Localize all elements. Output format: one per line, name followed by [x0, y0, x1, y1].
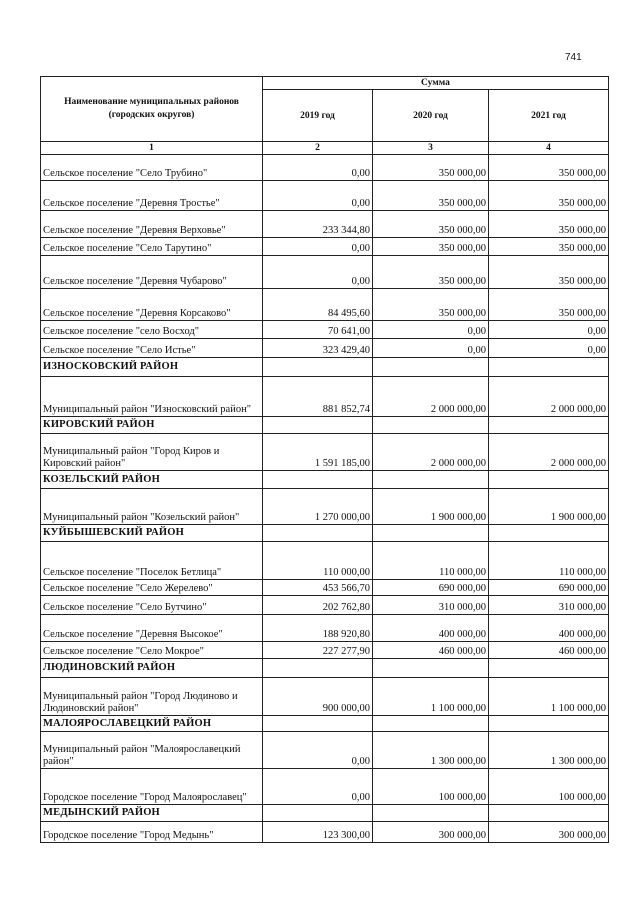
row-name-cell: Муниципальный район "Город Киров и Кировский район"	[41, 434, 263, 471]
section-row	[41, 659, 609, 678]
value-2020-cell: 310 000,00	[373, 596, 489, 615]
value-2019-cell: 227 277,90	[263, 642, 373, 659]
value-2020-cell: 350 000,00	[373, 289, 489, 321]
table-row	[41, 769, 609, 805]
value-2021-cell: 460 000,00	[489, 642, 609, 659]
value-2021-cell: 1 900 000,00	[489, 489, 609, 525]
section-row	[41, 525, 609, 542]
section-title: КУЙБЫШЕВСКИЙ РАЙОН	[41, 525, 263, 542]
row-name-cell: Сельское поселение "Деревня Корсаково"	[41, 289, 263, 321]
value-2019-cell: 0,00	[263, 256, 373, 289]
value-2020-cell: 2 000 000,00	[373, 434, 489, 471]
row-name-cell: Сельское поселение "Село Истье"	[41, 339, 263, 358]
value-2020-cell: 350 000,00	[373, 256, 489, 289]
empty-cell	[373, 716, 489, 732]
value-2021-cell: 100 000,00	[489, 769, 609, 805]
empty-cell	[263, 805, 373, 822]
row-name-cell: Сельское поселение "Деревня Высокое"	[41, 615, 263, 642]
value-2020-cell: 460 000,00	[373, 642, 489, 659]
value-2019-cell: 0,00	[263, 238, 373, 256]
value-2021-cell: 350 000,00	[489, 289, 609, 321]
value-2019-cell: 0,00	[263, 769, 373, 805]
row-name-cell: Муниципальный район "Козельский район"	[41, 489, 263, 525]
empty-cell	[263, 358, 373, 377]
empty-cell	[373, 417, 489, 434]
value-2020-cell: 0,00	[373, 339, 489, 358]
row-name-cell: Сельское поселение "Поселок Бетлица"	[41, 542, 263, 580]
table-row	[41, 289, 609, 321]
row-name-cell: Городское поселение "Город Малоярославец"	[41, 769, 263, 805]
section-title: ИЗНОСКОВСКИЙ РАЙОН	[41, 358, 263, 377]
row-name-cell: Сельское поселение "Деревня Тростье"	[41, 181, 263, 211]
value-2019-cell: 70 641,00	[263, 321, 373, 339]
table-row	[41, 181, 609, 211]
section-row	[41, 417, 609, 434]
value-2019-cell: 0,00	[263, 732, 373, 769]
value-2020-cell: 110 000,00	[373, 542, 489, 580]
value-2020-cell: 690 000,00	[373, 580, 489, 596]
value-2019-cell: 188 920,80	[263, 615, 373, 642]
section-row	[41, 471, 609, 489]
empty-cell	[489, 358, 609, 377]
value-2019-cell: 900 000,00	[263, 678, 373, 716]
empty-cell	[489, 659, 609, 678]
table-body	[41, 155, 609, 843]
value-2021-cell: 350 000,00	[489, 256, 609, 289]
value-2020-cell: 1 900 000,00	[373, 489, 489, 525]
table-row	[41, 256, 609, 289]
section-title: КИРОВСКИЙ РАЙОН	[41, 417, 263, 434]
section-row	[41, 358, 609, 377]
value-2019-cell: 881 852,74	[263, 377, 373, 417]
table-row	[41, 434, 609, 471]
empty-cell	[263, 716, 373, 732]
table-row	[41, 321, 609, 339]
row-name-cell: Сельское поселение "Село Жерелево"	[41, 580, 263, 596]
row-name-cell: Муниципальный район "Малоярославецкий район"	[41, 732, 263, 769]
row-name-cell: Муниципальный район "Износковский район"	[41, 377, 263, 417]
value-2019-cell: 233 344,80	[263, 211, 373, 238]
section-title: МАЛОЯРОСЛАВЕЦКИЙ РАЙОН	[41, 716, 263, 732]
page-number: 741	[565, 52, 582, 63]
table-row	[41, 377, 609, 417]
table-row	[41, 615, 609, 642]
table-row	[41, 678, 609, 716]
value-2019-cell: 0,00	[263, 181, 373, 211]
section-title: МЕДЫНСКИЙ РАЙОН	[41, 805, 263, 822]
table-row	[41, 155, 609, 181]
row-name-cell: Сельское поселение "Село Тарутино"	[41, 238, 263, 256]
value-2021-cell: 0,00	[489, 339, 609, 358]
empty-cell	[373, 471, 489, 489]
row-name-cell: Муниципальный район "Город Людиново и Людиновский район"	[41, 678, 263, 716]
value-2021-cell: 0,00	[489, 321, 609, 339]
header-index-2: 2	[263, 142, 373, 155]
value-2019-cell: 202 762,80	[263, 596, 373, 615]
header-year-2021: 2021 год	[489, 90, 609, 142]
table-row	[41, 339, 609, 358]
table-row	[41, 211, 609, 238]
value-2021-cell: 400 000,00	[489, 615, 609, 642]
row-name-cell: Сельское поселение "Село Трубино"	[41, 155, 263, 181]
value-2020-cell: 350 000,00	[373, 181, 489, 211]
empty-cell	[489, 471, 609, 489]
value-2019-cell: 453 566,70	[263, 580, 373, 596]
value-2020-cell: 350 000,00	[373, 155, 489, 181]
value-2019-cell: 110 000,00	[263, 542, 373, 580]
empty-cell	[489, 417, 609, 434]
value-2021-cell: 350 000,00	[489, 211, 609, 238]
table-row	[41, 822, 609, 843]
section-title: ЛЮДИНОВСКИЙ РАЙОН	[41, 659, 263, 678]
header-name-column: Наименование муниципальных районов (городских округов)	[41, 77, 263, 142]
value-2020-cell: 1 300 000,00	[373, 732, 489, 769]
empty-cell	[263, 525, 373, 542]
header-year-2020: 2020 год	[373, 90, 489, 142]
value-2021-cell: 2 000 000,00	[489, 377, 609, 417]
table-row	[41, 580, 609, 596]
table-row	[41, 642, 609, 659]
value-2019-cell: 323 429,40	[263, 339, 373, 358]
section-row	[41, 716, 609, 732]
value-2019-cell: 1 591 185,00	[263, 434, 373, 471]
empty-cell	[489, 525, 609, 542]
value-2021-cell: 300 000,00	[489, 822, 609, 843]
table-row	[41, 732, 609, 769]
empty-cell	[263, 471, 373, 489]
value-2020-cell: 2 000 000,00	[373, 377, 489, 417]
value-2021-cell: 110 000,00	[489, 542, 609, 580]
value-2021-cell: 1 300 000,00	[489, 732, 609, 769]
row-name-cell: Сельское поселение "Село Бутчино"	[41, 596, 263, 615]
empty-cell	[373, 525, 489, 542]
empty-cell	[263, 659, 373, 678]
value-2020-cell: 350 000,00	[373, 238, 489, 256]
empty-cell	[373, 358, 489, 377]
header-index-3: 3	[373, 142, 489, 155]
value-2019-cell: 123 300,00	[263, 822, 373, 843]
value-2021-cell: 350 000,00	[489, 238, 609, 256]
value-2019-cell: 1 270 000,00	[263, 489, 373, 525]
value-2020-cell: 350 000,00	[373, 211, 489, 238]
header-index-4: 4	[489, 142, 609, 155]
table-row	[41, 238, 609, 256]
row-name-cell: Сельское поселение "село Восход"	[41, 321, 263, 339]
header-year-2019: 2019 год	[263, 90, 373, 142]
empty-cell	[373, 659, 489, 678]
budget-table	[40, 76, 609, 843]
value-2021-cell: 310 000,00	[489, 596, 609, 615]
value-2021-cell: 350 000,00	[489, 155, 609, 181]
header-sum: Сумма	[263, 77, 609, 90]
table-row	[41, 542, 609, 580]
value-2020-cell: 300 000,00	[373, 822, 489, 843]
value-2020-cell: 1 100 000,00	[373, 678, 489, 716]
table-row	[41, 596, 609, 615]
value-2021-cell: 350 000,00	[489, 181, 609, 211]
value-2020-cell: 0,00	[373, 321, 489, 339]
value-2021-cell: 1 100 000,00	[489, 678, 609, 716]
table-row	[41, 489, 609, 525]
empty-cell	[263, 417, 373, 434]
empty-cell	[373, 805, 489, 822]
row-name-cell: Сельское поселение "Село Мокрое"	[41, 642, 263, 659]
value-2020-cell: 400 000,00	[373, 615, 489, 642]
header-index-1: 1	[41, 142, 263, 155]
empty-cell	[489, 716, 609, 732]
row-name-cell: Городское поселение "Город Медынь"	[41, 822, 263, 843]
row-name-cell: Сельское поселение "Деревня Верховье"	[41, 211, 263, 238]
value-2020-cell: 100 000,00	[373, 769, 489, 805]
empty-cell	[489, 805, 609, 822]
section-title: КОЗЕЛЬСКИЙ РАЙОН	[41, 471, 263, 489]
value-2021-cell: 2 000 000,00	[489, 434, 609, 471]
row-name-cell: Сельское поселение "Деревня Чубарово"	[41, 256, 263, 289]
value-2019-cell: 0,00	[263, 155, 373, 181]
value-2021-cell: 690 000,00	[489, 580, 609, 596]
value-2019-cell: 84 495,60	[263, 289, 373, 321]
section-row	[41, 805, 609, 822]
